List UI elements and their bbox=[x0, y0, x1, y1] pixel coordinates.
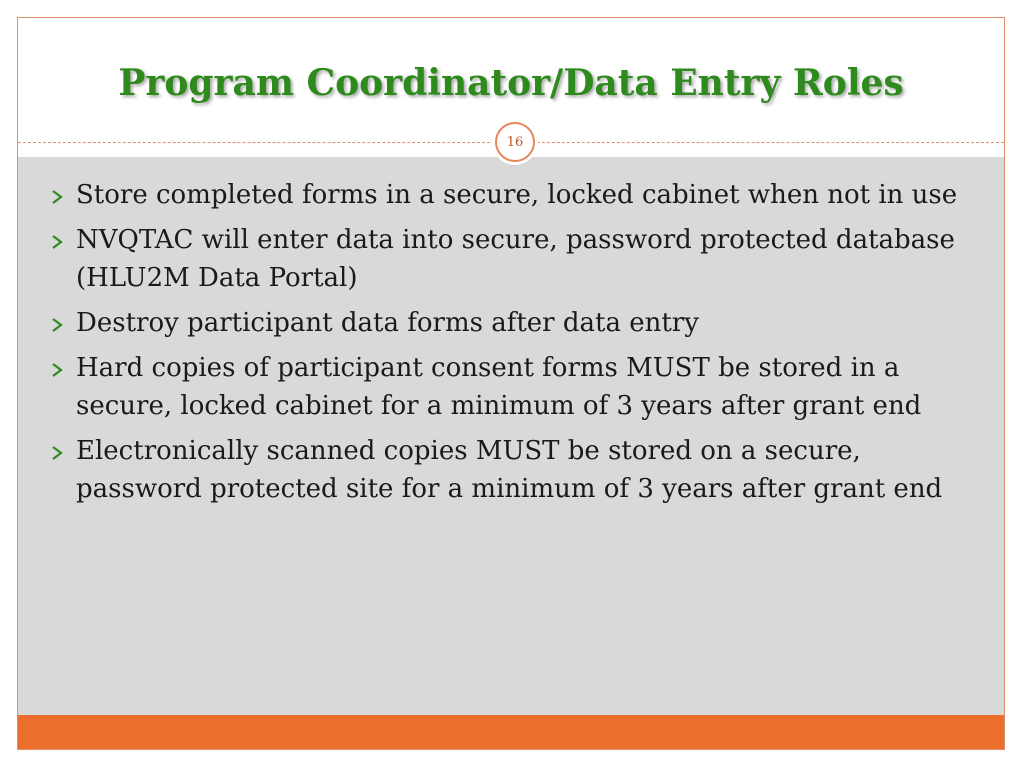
bullet-item bbox=[48, 304, 978, 342]
bullet-item bbox=[48, 221, 978, 297]
slide-frame bbox=[17, 17, 1005, 750]
arrow-bullet-icon bbox=[50, 363, 64, 377]
bullet-list bbox=[48, 176, 978, 515]
bullet-text: Destroy participant data forms after data entry bbox=[76, 308, 699, 338]
bullet-text: Store completed forms in a secure, locked cabinet when not in use bbox=[76, 180, 958, 210]
page-number-badge: 16 bbox=[495, 122, 535, 162]
arrow-bullet-icon bbox=[50, 318, 64, 332]
bullet-text: Hard copies of participant consent forms MUST be stored in a secure, locked cabinet for a minimum of 3 years after grant end bbox=[76, 353, 922, 421]
arrow-bullet-icon bbox=[50, 235, 64, 249]
arrow-bullet-icon bbox=[50, 446, 64, 460]
arrow-bullet-icon bbox=[50, 190, 64, 204]
footer-accent-bar bbox=[18, 715, 1004, 749]
bullet-item bbox=[48, 432, 978, 508]
bullet-text: NVQTAC will enter data into secure, password protected database (HLU2M Data Portal) bbox=[76, 225, 955, 293]
slide-title: Program Coordinator/Data Entry Roles bbox=[118, 62, 904, 104]
bullet-item bbox=[48, 176, 978, 214]
bullet-item bbox=[48, 349, 978, 425]
bullet-text: Electronically scanned copies MUST be stored on a secure, password protected site for a minimum of 3 years after grant end bbox=[76, 436, 943, 504]
